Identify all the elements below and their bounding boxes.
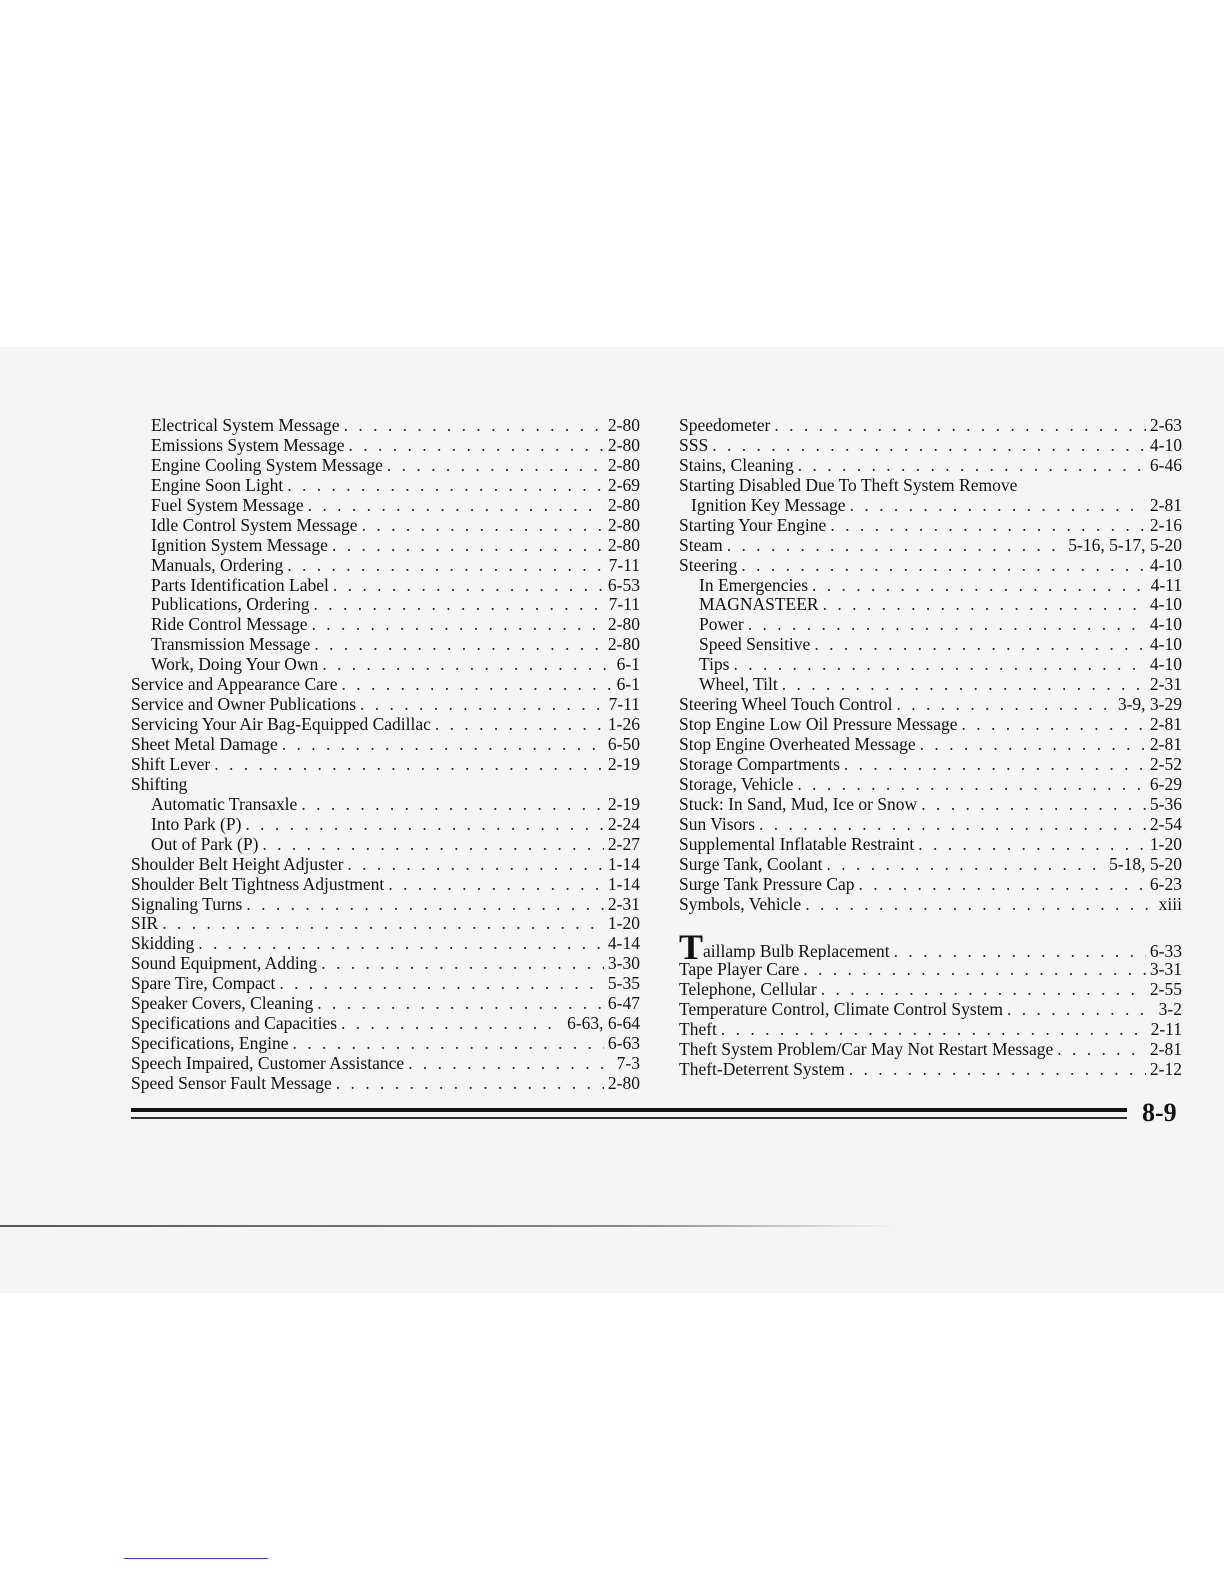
index-entry-label: Automatic Transaxle (151, 794, 298, 814)
index-entry-page: 4-10 (1149, 635, 1182, 655)
index-entry-label: Transmission Message (151, 635, 311, 655)
leader-dots (844, 755, 1146, 775)
index-entry (131, 715, 640, 735)
index-entry-label: Shifting (131, 774, 188, 794)
leader-dots (894, 936, 1146, 960)
index-entry-label: Telephone, Cellular (679, 980, 817, 1000)
index-entry-page: 2-69 (607, 475, 640, 495)
index-entry-page: 6-63 (607, 1034, 640, 1054)
index-entry-page: 6-33 (1149, 941, 1182, 961)
leader-dots (282, 735, 604, 755)
section-gap (679, 914, 1182, 934)
index-entry-label: Surge Tank Pressure Cap (679, 874, 855, 894)
index-entry-page: 7-11 (608, 595, 640, 615)
index-entry (131, 875, 640, 895)
index-entry-page: 2-31 (1149, 675, 1182, 695)
index-entry (679, 755, 1182, 775)
index-entry-label: Specifications, Engine (131, 1034, 289, 1054)
index-entry-page: 2-80 (607, 435, 640, 455)
index-entry (131, 815, 640, 835)
leader-dots (830, 516, 1146, 536)
index-entry (131, 595, 640, 615)
index-entry (131, 416, 640, 436)
index-entry-label: Shoulder Belt Tightness Adjustment (131, 874, 385, 894)
index-entry-page: 1-26 (607, 715, 640, 735)
index-entry-page: 2-31 (607, 894, 640, 914)
leader-dots (727, 536, 1065, 556)
index-entry-label: Power (699, 615, 744, 635)
leader-dots (803, 960, 1146, 980)
index-entry-label: SSS (679, 435, 709, 455)
index-entry-page: 2-80 (607, 615, 640, 635)
index-entry (679, 416, 1182, 436)
leader-dots (341, 1014, 563, 1034)
leader-dots (918, 835, 1146, 855)
index-entry-page: 2-52 (1149, 754, 1182, 774)
index-entry (131, 795, 640, 815)
index-entry (131, 496, 640, 516)
index-entry-page: 2-80 (607, 416, 640, 435)
index-entry-label: Spare Tire, Compact (131, 974, 276, 994)
index-entry-page: 4-10 (1149, 615, 1182, 635)
index-entry-label: Servicing Your Air Bag-Equipped Cadillac (131, 715, 431, 735)
leader-dots (214, 755, 604, 775)
index-entry-page: 4-10 (1149, 595, 1182, 615)
index-entry (679, 516, 1182, 536)
index-entry (679, 735, 1182, 755)
leader-dots (821, 980, 1146, 1000)
index-entry-page: 3-30 (607, 954, 640, 974)
leader-dots (279, 974, 604, 994)
leader-dots (287, 476, 604, 496)
index-entry-page: 7-11 (608, 555, 640, 575)
index-entry (131, 635, 640, 655)
leader-dots (797, 775, 1146, 795)
index-entry (131, 1054, 640, 1074)
leader-dots (823, 595, 1146, 615)
index-entry (131, 755, 640, 775)
index-entry-label: Stop Engine Overheated Message (679, 735, 916, 754)
leader-dots (920, 735, 1146, 755)
index-entry-label: Stains, Cleaning (679, 455, 794, 475)
leader-dots (246, 895, 604, 915)
index-entry-page: 2-80 (607, 535, 640, 555)
index-entry-label: Specifications and Capacities (131, 1014, 338, 1034)
leader-dots (333, 576, 604, 596)
leader-dots (435, 715, 604, 735)
index-entry-label: Steering Wheel Touch Control (679, 695, 893, 715)
leader-dots (408, 1054, 613, 1074)
index-entry-label: Shoulder Belt Height Adjuster (131, 854, 344, 874)
index-entry-page: 1-20 (1149, 834, 1182, 854)
index-entry-page: 2-81 (1149, 495, 1182, 515)
index-entry-label: Speed Sensor Fault Message (131, 1073, 332, 1093)
index-entry (131, 775, 640, 795)
leader-dots (1057, 1040, 1146, 1060)
index-entry-label: Sound Equipment, Adding (131, 954, 318, 974)
index-entry (131, 655, 640, 675)
index-entry-label: Storage, Vehicle (679, 774, 794, 794)
index-entry-page: 2-80 (607, 455, 640, 475)
index-entry-label: MAGNASTEER (699, 595, 819, 615)
index-entry-page: 1-20 (607, 914, 640, 934)
index-entry-label: Into Park (P) (151, 814, 242, 834)
leader-dots (721, 1020, 1147, 1040)
leader-dots (313, 595, 604, 615)
leader-dots (198, 934, 604, 954)
leader-dots (805, 895, 1154, 915)
leader-dots (774, 416, 1146, 436)
index-entry-page: 2-80 (607, 635, 640, 655)
leader-dots (347, 855, 604, 875)
index-entry (131, 934, 640, 954)
leader-dots (921, 795, 1146, 815)
leader-dots (362, 516, 604, 536)
index-entry-page: 2-80 (607, 495, 640, 515)
leader-dots (321, 954, 604, 974)
leader-dots (712, 436, 1146, 456)
index-entry-label: Stop Engine Low Oil Pressure Message (679, 715, 958, 735)
index-entry (131, 994, 640, 1014)
index-entry-label: Symbols, Vehicle (679, 894, 802, 914)
index-entry-page: 2-11 (1150, 1020, 1182, 1040)
leader-dots (314, 635, 604, 655)
index-entry (131, 855, 640, 875)
leader-dots (759, 815, 1146, 835)
scan-edge-line (0, 1225, 900, 1227)
index-entry-label: Publications, Ordering (151, 595, 310, 615)
leader-dots (336, 1074, 604, 1094)
index-entry (679, 1040, 1182, 1060)
section-dropcap: T (679, 934, 704, 961)
index-entry-page: 2-19 (607, 754, 640, 774)
index-entry-page: 4-11 (1150, 575, 1182, 595)
leader-dots (342, 675, 613, 695)
leader-dots (859, 875, 1146, 895)
footer-rule-thick (131, 1108, 1127, 1112)
index-entry (131, 516, 640, 536)
index-entry-label: Stuck: In Sand, Mud, Ice or Snow (679, 794, 918, 814)
index-entry-page: 6-23 (1149, 874, 1182, 894)
index-entry-label: Surge Tank, Coolant (679, 854, 823, 874)
index-entry-page: 2-55 (1149, 980, 1182, 1000)
index-entry-page: xiii (1158, 894, 1182, 914)
index-entry-label: Engine Soon Light (151, 475, 284, 495)
index-entry-label: Tape Player Care (679, 960, 800, 980)
index-entry (131, 835, 640, 855)
index-entry-page: 6-46 (1149, 455, 1182, 475)
leader-dots (741, 556, 1146, 576)
index-entry-label: Starting Disabled Due To Theft System Remove (679, 475, 1018, 495)
index-entry-label: In Emergencies (699, 575, 809, 595)
index-entry-label: Parts Identification Label (151, 575, 329, 595)
index-entry-page: 7-11 (608, 695, 640, 715)
index-entry-label: Service and Owner Publications (131, 695, 357, 715)
index-column-left (131, 416, 640, 1094)
index-entry (679, 875, 1182, 895)
index-entry-label: Skidding (131, 934, 195, 954)
index-entry-page: 6-1 (616, 675, 640, 695)
index-entry-page: 4-14 (607, 934, 640, 954)
leader-dots (317, 994, 604, 1014)
index-entry (679, 715, 1182, 735)
index-entry-label: Ignition Key Message (691, 495, 846, 515)
index-entry-page: 3-2 (1158, 1000, 1182, 1020)
index-entry-label: Steam (679, 535, 723, 555)
index-entry (131, 735, 640, 755)
index-entry-label: Speed Sensitive (699, 635, 811, 655)
index-entry-label: SIR (131, 914, 159, 934)
leader-dots (344, 416, 604, 436)
index-entry-page: 6-63, 6-64 (567, 1014, 640, 1034)
index-entry-page: 2-12 (1149, 1060, 1182, 1080)
index-entry-page: 5-18, 5-20 (1109, 854, 1182, 874)
index-entry-page: 6-53 (607, 575, 640, 595)
index-entry (679, 635, 1182, 655)
index-entry-page: 4-10 (1149, 555, 1182, 575)
leader-dots (292, 1034, 603, 1054)
index-entry-page: 4-10 (1149, 435, 1182, 455)
leader-dots (387, 456, 604, 476)
index-entry (131, 615, 640, 635)
index-entry (131, 476, 640, 496)
index-entry (679, 496, 1182, 516)
index-entry-page: 2-81 (1149, 715, 1182, 735)
index-entry-label: Signaling Turns (131, 894, 243, 914)
leader-dots (322, 655, 612, 675)
leader-dots (798, 456, 1146, 476)
index-entry (679, 576, 1182, 596)
index-entry-page: 6-50 (607, 735, 640, 754)
leader-dots (245, 815, 604, 835)
index-entry-page: 1-14 (607, 874, 640, 894)
index-entry (131, 1034, 640, 1054)
index-entry-label: Theft-Deterrent System (679, 1060, 845, 1080)
index-entry (131, 1074, 640, 1094)
leader-dots (287, 556, 604, 576)
leader-dots (849, 1060, 1146, 1080)
index-entry (679, 655, 1182, 675)
index-entry-label: Sheet Metal Damage (131, 735, 278, 754)
leader-dots (308, 496, 604, 516)
index-entry-page: 2-81 (1149, 1040, 1182, 1060)
index-entry-page: 2-24 (607, 814, 640, 834)
footer-rule-thin (131, 1117, 1127, 1119)
index-section-s-continued (679, 416, 1182, 914)
index-entry-page: 5-16, 5-17, 5-20 (1068, 535, 1182, 555)
page-number: 8-9 (1142, 1098, 1177, 1127)
index-entry (131, 914, 640, 934)
index-entry (131, 675, 640, 695)
index-entry-label: Sun Visors (679, 814, 755, 834)
index-entry-page: 6-1 (616, 655, 640, 675)
index-entry-label: Work, Doing Your Own (151, 655, 319, 675)
index-entry-label: Ride Control Message (151, 615, 308, 635)
index-entry (679, 960, 1182, 980)
index-entry (679, 934, 1182, 960)
index-entry (679, 895, 1182, 915)
index-entry-label: Steering (679, 555, 738, 575)
index-entry-label: Emissions System Message (151, 435, 345, 455)
index-column-right (679, 416, 1182, 1080)
index-entry-label: Taillamp Bulb Replacement (679, 934, 890, 960)
index-entry (131, 576, 640, 596)
leader-dots (734, 655, 1146, 675)
index-entry-label: Ignition System Message (151, 535, 328, 555)
leader-dots (312, 615, 604, 635)
index-entry-label: Fuel System Message (151, 495, 304, 515)
index-entry-label: Theft (679, 1020, 717, 1040)
index-section-t (679, 934, 1182, 1080)
leader-dots (162, 914, 604, 934)
index-entry (679, 456, 1182, 476)
index-entry (679, 795, 1182, 815)
index-entry-label: Speech Impaired, Customer Assistance (131, 1054, 405, 1073)
index-entry (679, 835, 1182, 855)
index-entry (131, 456, 640, 476)
leader-dots (332, 536, 604, 556)
index-entry-label: Temperature Control, Climate Control System (679, 1000, 1003, 1020)
index-entry-label: Idle Control System Message (151, 515, 358, 535)
index-entry-page: 4-10 (1149, 655, 1182, 675)
leader-dots (262, 835, 604, 855)
index-entry-label: Supplemental Inflatable Restraint (679, 834, 915, 854)
index-entry (679, 775, 1182, 795)
index-entry-page: 2-63 (1149, 416, 1182, 435)
index-entry-page: 2-81 (1149, 735, 1182, 754)
index-entry (679, 615, 1182, 635)
index-entry (679, 980, 1182, 1000)
index-entry (679, 815, 1182, 835)
index-entry-label: Wheel, Tilt (699, 675, 778, 695)
leader-dots (826, 855, 1105, 875)
index-entry-label: Out of Park (P) (151, 834, 259, 854)
index-entry (679, 855, 1182, 875)
index-entry-page: 5-36 (1149, 794, 1182, 814)
index-entry (679, 476, 1182, 496)
index-entry-label: Manuals, Ordering (151, 555, 284, 575)
index-entry-page: 2-19 (607, 794, 640, 814)
index-entry (131, 436, 640, 456)
index-entry-label: Speaker Covers, Cleaning (131, 994, 314, 1014)
leader-dots (748, 615, 1146, 635)
leader-dots (782, 675, 1146, 695)
index-entry-page: 7-3 (616, 1054, 640, 1073)
index-entry-label: Electrical System Message (151, 416, 340, 435)
index-entry-page: 2-27 (607, 834, 640, 854)
leader-dots (1007, 1000, 1155, 1020)
index-entry-label: Shift Lever (131, 754, 211, 774)
index-entry (679, 556, 1182, 576)
index-entry (679, 1000, 1182, 1020)
index-entry (131, 974, 640, 994)
index-entry-label: Theft System Problem/Car May Not Restart Message (679, 1040, 1054, 1060)
leader-dots (360, 695, 605, 715)
index-entry-page: 2-54 (1149, 814, 1182, 834)
index-entry-page: 5-35 (607, 974, 640, 994)
index-entry (131, 954, 640, 974)
leader-dots (814, 635, 1146, 655)
index-entry (679, 1020, 1182, 1040)
index-entry-label: Tips (699, 655, 730, 675)
index-entry-page: 2-80 (607, 515, 640, 535)
index-entry-label: Service and Appearance Care (131, 675, 338, 695)
index-entry-page: 6-29 (1149, 774, 1182, 794)
index-entry (131, 1014, 640, 1034)
index-entry (679, 595, 1182, 615)
index-entry (131, 695, 640, 715)
leader-dots (388, 875, 604, 895)
leader-dots (301, 795, 604, 815)
index-entry-page: 1-14 (607, 854, 640, 874)
leader-dots (962, 715, 1146, 735)
index-entry (131, 556, 640, 576)
index-entry-page: 6-47 (607, 994, 640, 1014)
index-entry-label: Speedometer (679, 416, 771, 435)
index-entry (679, 436, 1182, 456)
index-entry (131, 895, 640, 915)
index-entry (679, 675, 1182, 695)
leader-dots (348, 436, 603, 456)
index-entry-page: 2-80 (607, 1073, 640, 1093)
index-entry (679, 695, 1182, 715)
index-entry-page: 2-16 (1149, 515, 1182, 535)
index-entry-label: Starting Your Engine (679, 515, 827, 535)
index-entry-label: Storage Compartments (679, 754, 840, 774)
index-entry (679, 1060, 1182, 1080)
footer-link-underline (124, 1558, 268, 1559)
index-entry (679, 536, 1182, 556)
leader-dots (850, 496, 1146, 516)
index-entry-page: 3-9, 3-29 (1117, 695, 1182, 715)
leader-dots (896, 695, 1113, 715)
index-entry-label: Engine Cooling System Message (151, 455, 383, 475)
index-entry (131, 536, 640, 556)
index-entry-page: 3-31 (1149, 960, 1182, 980)
leader-dots (812, 576, 1147, 596)
